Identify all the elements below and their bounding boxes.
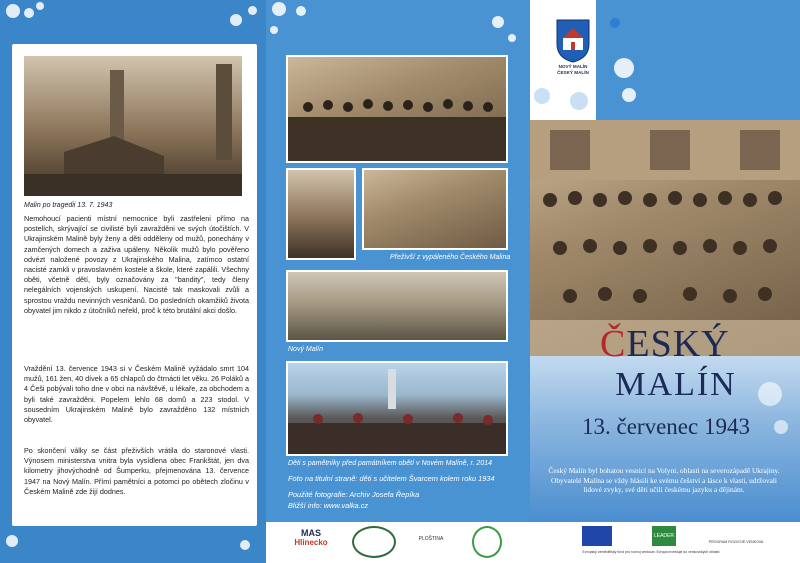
survivors-photo-1	[286, 168, 356, 260]
children-illustration	[288, 363, 508, 456]
decor-dot	[272, 2, 286, 16]
decor-dot	[230, 14, 242, 26]
decor-dot	[534, 88, 550, 104]
children-caption: Děti s pamětníky před památníkem obětí v Novém Malíně, r. 2014	[288, 460, 493, 467]
group-photo	[286, 55, 508, 163]
decor-dot	[270, 26, 278, 34]
text-paragraph: Po skončení války se část přeživších vrátila do staronové vlasti. Výnosem ministerstva vnitra byla vysídlena obec Frankštát, jen dva kilometry jihovýchodně od Šumperku, přejmenována 13. července 1947 na Nový Malín. Přímí pamětníci a potomci po obětech zločinu v Českém Malině zde žijí dodnes.	[24, 446, 249, 496]
title-rest: ESKÝ	[626, 323, 730, 365]
novy-malin-photo	[286, 270, 508, 342]
program-logo: PROGRAM ROZVOJE VENKOVA	[708, 540, 764, 544]
plostina-logo: PLOŠTINA	[418, 536, 444, 542]
decor-dot	[296, 6, 306, 16]
crest-icon	[553, 16, 593, 64]
cover-photo-credit: Foto na titulní straně: děti s učitelem Švarcem kolem roku 1934	[288, 474, 495, 483]
ruins-illustration	[24, 56, 244, 198]
cover-description: Český Malín byl bohatou vesnicí na Volyni, oblasti na severozápadě Ukrajiny. Obyvatelé Malína se vždy hlásili ke svému češství a lásce k vlasti, udržovali lidové zvyky, své děti učili českému jazyku a dějinám.	[548, 466, 780, 495]
decor-dot	[570, 92, 588, 110]
mas-logo	[286, 528, 336, 547]
seal-logo	[352, 526, 396, 558]
novy-malin-caption: Nový Malín	[288, 346, 324, 353]
sponsor-strip	[266, 522, 800, 563]
survivors-photo-2	[362, 168, 508, 250]
crest-label-2: ČESKÝ MALÍN	[557, 70, 589, 75]
ruins-photo	[22, 54, 244, 198]
decor-dot	[24, 8, 34, 18]
ruins-caption: Malin po tragedii 13. 7. 1943	[24, 202, 113, 209]
title-line-1	[600, 322, 730, 366]
children-memorial-photo	[286, 361, 508, 456]
group-illustration	[288, 57, 508, 163]
class-illustration	[530, 120, 800, 356]
cover-date: 13. červenec 1943	[582, 414, 750, 439]
title-line-2: MALÍN	[615, 366, 737, 403]
text-paragraph: Vraždění 13. července 1943 si v Českém Malině vyžádalo smrt 104 mužů, 161 žen, 40 dívek a 65 chlapců do čtrnácti let věku. 26 Poláků a 4 Češi pobývali toho dne v obci na návštěvě, u lékaře, za obchodem a byli také zavražděni. Popelem lehlo 68 domů a 223 stodol. V sousedním Ukrajinském Malině bylo zavražděno 132 místních obyvatel.	[24, 364, 249, 425]
eu-flag-icon	[582, 526, 612, 546]
crest-label-1: NOVÝ MALÍN	[558, 64, 588, 69]
decor-dot	[508, 34, 516, 42]
info-link[interactable]: Bližší info: www.valka.cz	[288, 501, 369, 510]
title-first-letter: Č	[600, 323, 627, 365]
cover-class-photo	[530, 120, 800, 356]
text-paragraph: Nemohoucí pacienti místní nemocnice byli zastřeleni přímo na postelích, skrývající se civilisté byli zavražděni ve svých útočištích. V Ukrajinském Malině byly ženy a děti odděleny od mužů, ponechány v zamčených domech a zaživa upáleny. Několik mužů bylo pověřeno odvézt naložené povozy z Ukrajinského Malina, zatímco ostatní nacisté zamkli v pravoslavném kostele a škole, které zapálili. Všechny oběti, včetně dětí, byly označovány za "bandity", tedy členy nelegálních vojenských uskupení. Nacisté tak maskovali zvůli a sprostou vraždu nevinných vesničanů. Do posledních okamžiků života obyvatel jim nikdo z útočníků neřekl, proč k této brutální akci došlo.	[24, 214, 249, 315]
survivors-caption: Přeživší z vypáleného Českého Malina	[390, 254, 511, 261]
decor-dot	[492, 16, 504, 28]
decor-dot	[248, 6, 257, 15]
mas-name: Hlinecko	[294, 538, 328, 547]
decor-dot	[614, 58, 634, 78]
decor-dot	[6, 4, 20, 18]
decor-dot	[622, 88, 636, 102]
crest-logo	[553, 16, 593, 64]
decor-dot	[758, 382, 782, 406]
archive-credit: Použité fotografie: Archiv Josefa Řepíka	[288, 490, 420, 499]
decor-dot	[610, 18, 620, 28]
decor-dot	[6, 535, 18, 547]
leader-logo: LEADER	[652, 526, 676, 546]
leaf-logo	[472, 526, 502, 558]
decor-dot	[36, 2, 44, 10]
eu-text: Evropský zemědělský fond pro rozvoj venkova: Evropa investuje do venkovských oblastí	[582, 550, 720, 554]
decor-dot	[240, 540, 250, 550]
mas-label: MAS	[301, 528, 321, 538]
